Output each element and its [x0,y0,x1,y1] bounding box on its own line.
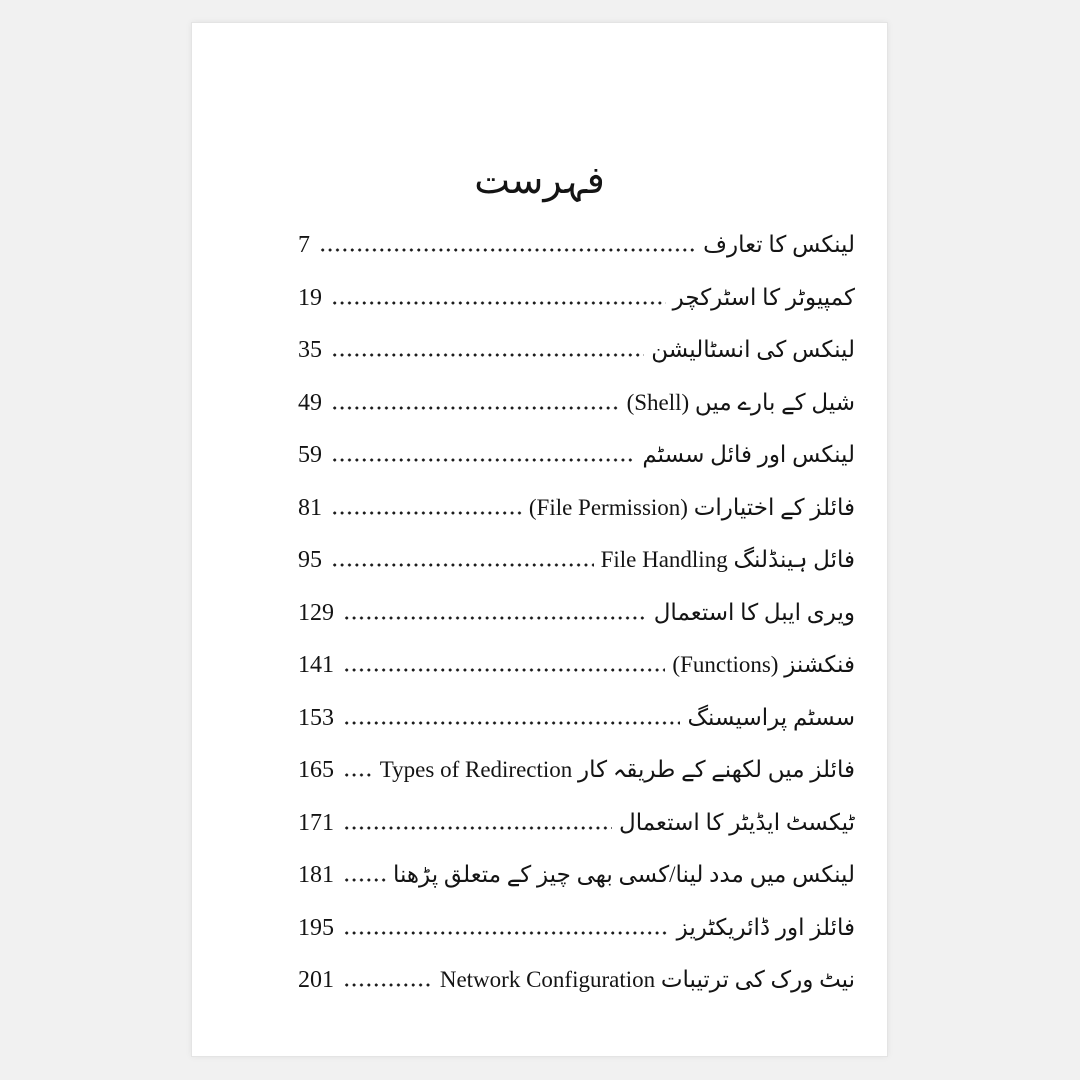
dot-leader [331,301,666,305]
dot-leader [343,878,386,882]
toc-entry-page-number: 129 [298,599,334,626]
toc-entry [298,968,855,1021]
toc-entry-title: فائلز کے اختیارات (File Permission) [528,494,855,520]
dot-leader [319,248,696,252]
dot-leader [331,563,594,567]
toc-entry-page-number: 35 [298,337,322,363]
toc-entry-page-number: 195 [298,914,334,941]
dot-leader [343,773,373,777]
dot-leader [331,353,644,357]
toc-entry-title: شیل کے بارے میں (Shell) [626,389,855,415]
toc-entry-page-number: 49 [298,389,322,416]
toc-entry-title: سسٹم پراسیسنگ [687,704,855,730]
toc-entry-title: لینکس کی انسٹالیشن [651,337,855,362]
toc-entry-page-number: 181 [298,862,334,888]
toc-entry-title: لینکس کا تعارف [703,232,855,257]
dot-leader [343,931,670,935]
toc-entry-title: فائلز میں لکھنے کے طریقہ کار Types of Redirection [379,757,855,782]
toc-entry-title: لینکس اور فائل سسٹم [642,442,855,467]
toc-entry-page-number: 165 [298,757,334,783]
dot-leader [343,983,433,987]
toc-entry-title: ٹیکسٹ ایڈیٹر کا استعمال [619,809,855,835]
page-title: فہرست [474,158,605,202]
toc-entry [298,391,855,444]
toc-entry-page-number: 201 [298,967,334,993]
toc-list [192,233,887,1021]
toc-entry-title: فائل ہینڈلنگ File Handling [600,547,855,572]
toc-entry-title: نیٹ ورک کی ترتیبات Network Configuration [439,967,855,992]
toc-entry-page-number: 81 [298,494,322,521]
dot-leader [343,668,665,672]
toc-entry [298,916,855,969]
toc-entry [298,811,855,864]
toc-entry-title: فائلز اور ڈائریکٹریز [676,914,855,940]
toc-entry-page-number: 7 [298,232,310,258]
toc-entry [298,443,855,496]
toc-entry-page-number: 95 [298,547,322,573]
toc-entry-title: ویری ایبل کا استعمال [653,599,855,625]
dot-leader [343,826,612,830]
toc-entry-page-number: 153 [298,704,334,731]
toc-entry-title: لینکس میں مدد لینا/کسی بھی چیز کے متعلق پڑھنا [392,862,855,887]
toc-entry [298,601,855,654]
toc-entry-page-number: 171 [298,809,334,836]
toc-entry [298,653,855,706]
toc-entry [298,496,855,549]
dot-leader [331,511,522,515]
toc-entry [298,338,855,391]
toc-entry-page-number: 19 [298,284,322,311]
toc-entry-title: کمپیوٹر کا اسٹرکچر [672,284,855,310]
dot-leader [331,406,620,410]
toc-entry [298,548,855,601]
dot-leader [343,616,647,620]
toc-entry [298,233,855,286]
dot-leader [343,721,680,725]
toc-entry-page-number: 59 [298,442,322,468]
toc-entry [298,863,855,916]
toc-entry-title: فنکشنز (Functions) [672,652,855,677]
toc-entry [298,286,855,339]
toc-entry [298,706,855,759]
dot-leader [331,458,635,462]
toc-entry [298,758,855,811]
toc-page [191,22,888,1057]
toc-entry-page-number: 141 [298,652,334,678]
